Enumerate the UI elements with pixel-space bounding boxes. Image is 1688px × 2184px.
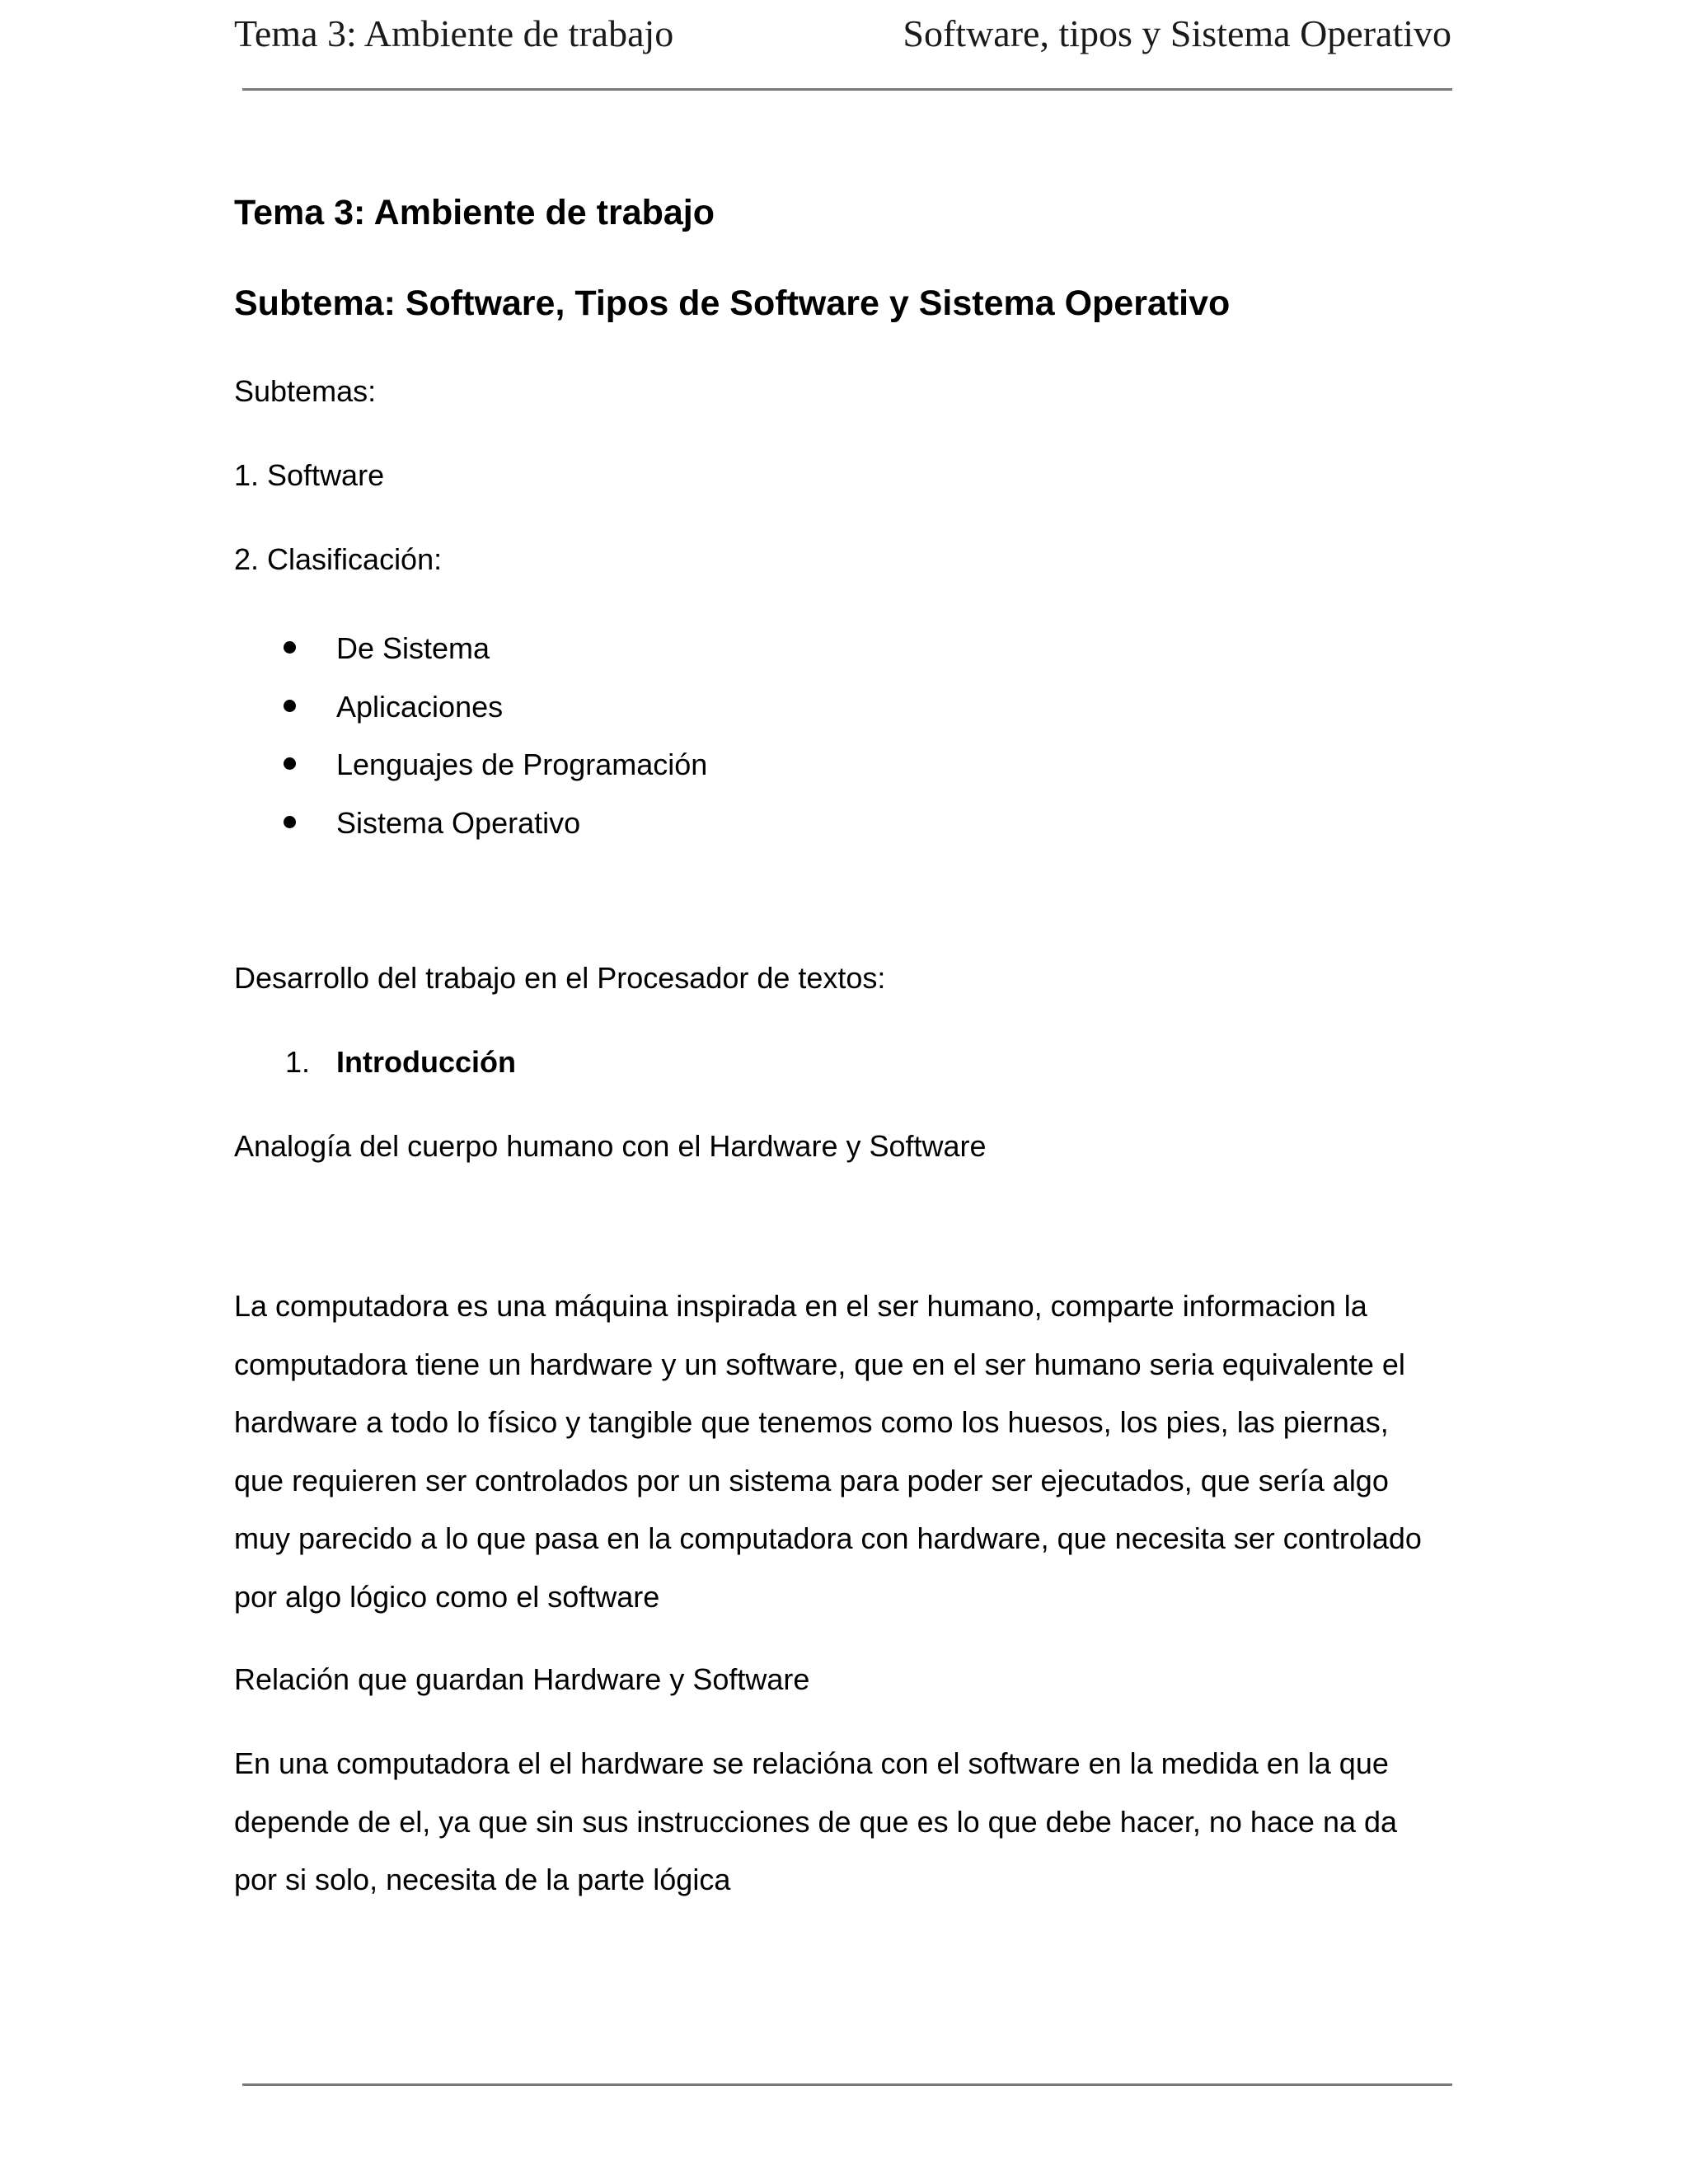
- list-item: [234, 628, 707, 687]
- section-number: 1.: [285, 1045, 311, 1079]
- subtema-item-software: 1. Software: [234, 458, 385, 492]
- section-heading-introduccion: [234, 1042, 516, 1083]
- bullet-icon: [284, 816, 296, 828]
- list-item-label: De Sistema: [336, 631, 490, 665]
- desarrollo-label: Desarrollo del trabajo en el Procesador de textos:: [234, 961, 886, 995]
- list-item: [234, 687, 707, 745]
- footer-divider: [242, 2083, 1452, 2086]
- subtema-item-clasificacion: 2. Clasificación:: [234, 542, 443, 576]
- header-right: Software, tipos y Sistema Operativo: [903, 12, 1451, 54]
- paragraph-line: hardware a todo lo físico y tangible que tenemos como los huesos, los pies, las piernas,: [234, 1405, 1389, 1439]
- list-item-label: Sistema Operativo: [336, 805, 581, 840]
- header-divider: [242, 88, 1452, 91]
- paragraph-relacion: [234, 1743, 1454, 1918]
- paragraph-analogia: [234, 1286, 1454, 1634]
- section-title: Introducción: [336, 1045, 516, 1079]
- bullet-icon: [284, 757, 296, 770]
- paragraph-line: La computadora es una máquina inspirada en el ser humano, comparte informacion la: [234, 1289, 1367, 1323]
- paragraph-line: En una computadora el el hardware se relacióna con el software en la medida en la que: [234, 1746, 1389, 1780]
- analogia-heading: Analogía del cuerpo humano con el Hardware y Software: [234, 1129, 987, 1163]
- clasificacion-list: [234, 628, 707, 860]
- running-header: [234, 7, 1451, 61]
- paragraph-line: por si solo, necesita de la parte lógica: [234, 1863, 731, 1896]
- bullet-icon: [284, 641, 296, 654]
- paragraph-line: computadora tiene un hardware y un software, que en el ser humano seria equivalente el: [234, 1347, 1405, 1381]
- list-item-label: Aplicaciones: [336, 689, 504, 724]
- document-title: Tema 3: Ambiente de trabajo: [234, 193, 715, 232]
- list-item-label: Lenguajes de Programación: [336, 748, 708, 781]
- paragraph-line: por algo lógico como el software: [234, 1579, 660, 1614]
- bullet-icon: [284, 700, 296, 712]
- header-left: Tema 3: Ambiente de trabajo: [234, 12, 674, 54]
- paragraph-line: que requieren ser controlados por un sistema para poder ser ejecutados, que sería algo: [234, 1463, 1389, 1497]
- subtemas-label: Subtemas:: [234, 374, 377, 408]
- list-item: [234, 803, 707, 861]
- document-subtitle: Subtema: Software, Tipos de Software y Sistema Operativo: [234, 284, 1231, 323]
- relacion-heading: Relación que guardan Hardware y Software: [234, 1662, 810, 1696]
- list-item: [234, 744, 707, 803]
- paragraph-line: muy parecido a lo que pasa en la computadora con hardware, que necesita ser controlado: [234, 1521, 1422, 1555]
- paragraph-line: depende de el, ya que sin sus instrucciones de que es lo que debe hacer, no hace na da: [234, 1804, 1398, 1839]
